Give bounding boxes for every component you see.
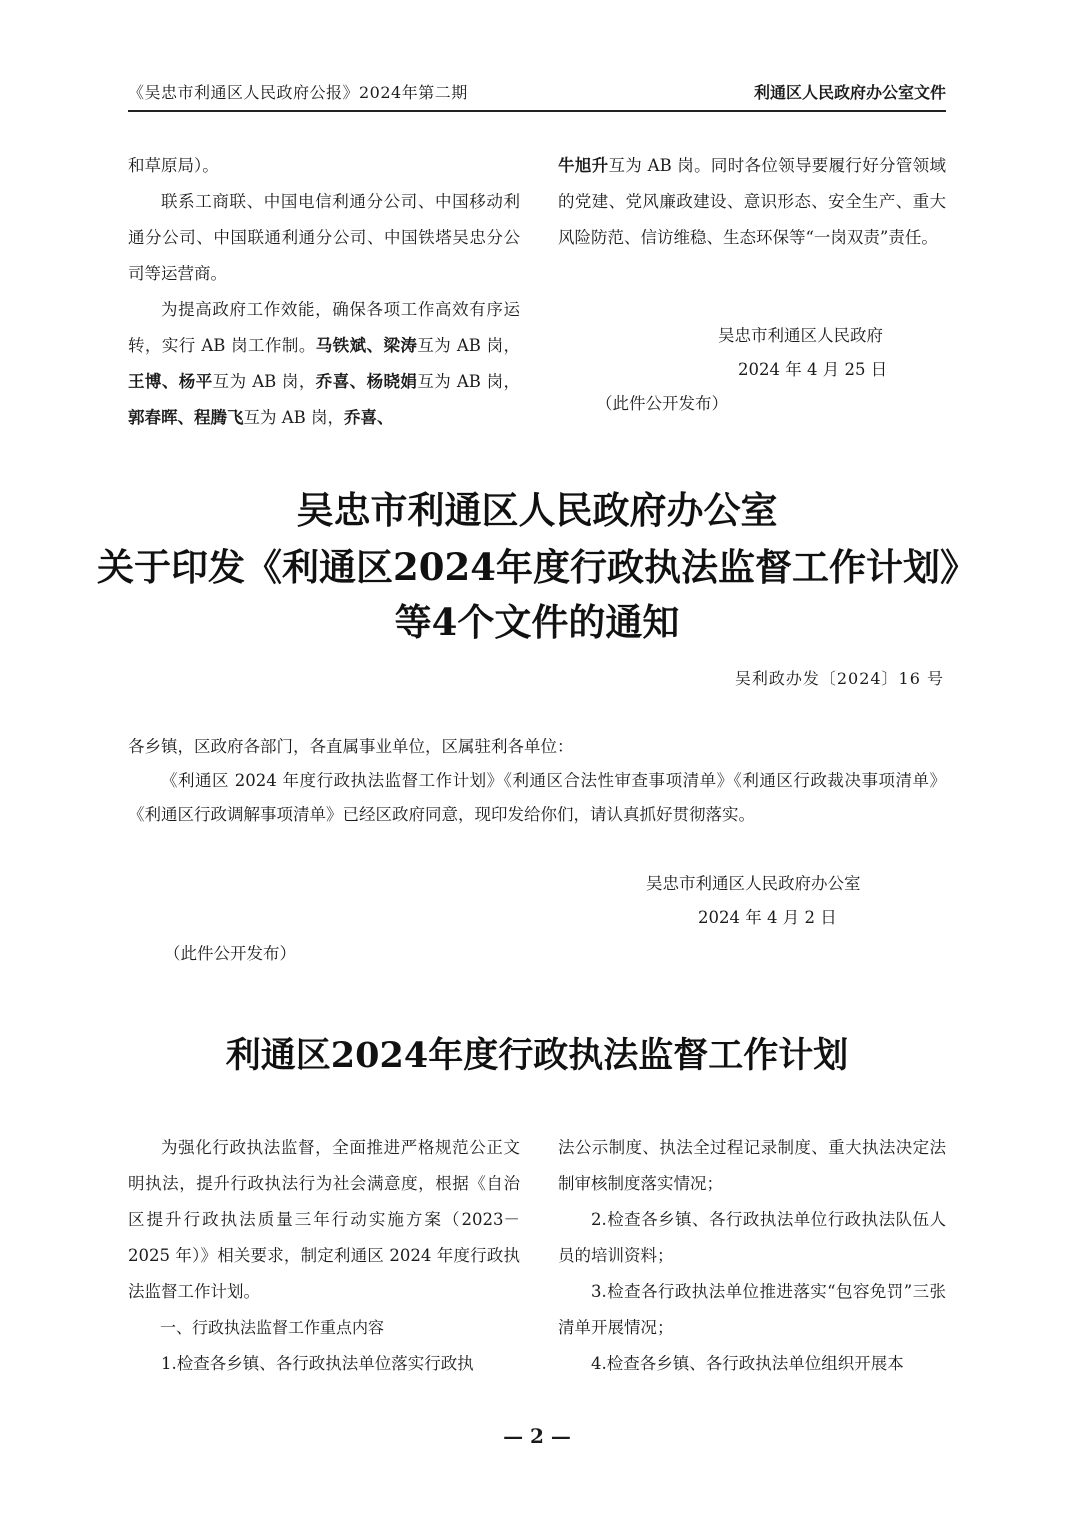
top-left-column <box>128 148 520 436</box>
notice-title-line-3: 等4个文件的通知 <box>394 600 680 644</box>
paragraph: 和草原局）。 <box>128 156 219 175</box>
text-span: 互为 AB 岗， <box>417 336 521 355</box>
notice-signer: 吴忠市利通区人民政府办公室 <box>646 874 861 893</box>
paragraph: 联系工商联、中国电信利通分公司、中国移动利通分公司、中国联通利通分公司、中国铁塔吴忠分公司等运营商。 <box>128 192 520 283</box>
notice-public-note: （此件公开发布） <box>164 944 296 963</box>
bottom-right-column <box>558 1130 946 1382</box>
ab-post-paragraph <box>128 292 520 436</box>
document-number: 吴利政办发〔2024〕16 号 <box>734 669 944 688</box>
text-span: 互为 AB 岗， <box>417 372 521 391</box>
list-item: 3.检查各行政执法单位推进落实“包容免罚”三张清单开展情况； <box>558 1282 946 1337</box>
person-name: 王博 <box>128 372 162 391</box>
person-name: 马铁斌 <box>315 336 367 355</box>
header-issuer: 利通区人民政府办公室文件 <box>753 83 946 102</box>
sign-date: 2024 年 4 月 25 日 <box>738 360 888 379</box>
person-name: 乔喜 <box>344 408 378 427</box>
header-publication-title: 《吴忠市利通区人民政府公报》2024年第二期 <box>128 83 468 102</box>
list-item: 2.检查各乡镇、各行政执法单位行政执法队伍人员的培训资料； <box>558 1210 946 1265</box>
addressee-text: 各乡镇，区政府各部门，各直属事业单位，区属驻利各单位： <box>128 737 574 756</box>
top-right-column <box>558 148 946 256</box>
signer: 吴忠市利通区人民政府 <box>718 326 883 345</box>
list-item-continuation: 法公示制度、执法全过程记录制度、重大执法决定法制审核制度落实情况； <box>558 1138 946 1193</box>
person-name: 郭春晖 <box>128 408 178 427</box>
bottom-left-column <box>128 1130 520 1382</box>
separator: 、 <box>349 372 367 391</box>
section-heading: 一、行政执法监督工作重点内容 <box>160 1318 385 1337</box>
person-name: 杨平 <box>178 372 213 391</box>
text-span: 互为 AB 岗， <box>212 372 316 391</box>
text-span: 为提高政府工作效能，确保各项工作高效有序运转，实行 AB 岗工作制。 <box>128 300 520 355</box>
separator: 、 <box>377 408 394 427</box>
person-name: 杨晓娟 <box>366 372 418 391</box>
plan-title: 利通区2024年度行政执法监督工作计划 <box>225 1035 849 1076</box>
separator: 、 <box>366 336 384 355</box>
notice-body-text: 《利通区 2024 年度行政执法监督工作计划》《利通区合法性审查事项清单》《利通区行政裁决事项清单》《利通区行政调解事项清单》已经区政府同意，现印发给你们，请认真抓好贯彻落实。 <box>128 771 946 824</box>
notice-body <box>128 764 946 832</box>
paragraph <box>558 148 946 256</box>
list-item: 1.检查各乡镇、各行政执法单位落实行政执 <box>161 1354 474 1373</box>
list-item: 4.检查各乡镇、各行政执法单位组织开展本 <box>591 1354 904 1373</box>
person-name: 乔喜 <box>315 372 350 391</box>
public-note: （此件公开发布） <box>596 394 728 413</box>
notice-title-line-2: 关于印发《利通区2024年度行政执法监督工作计划》 <box>97 545 977 589</box>
text-span: 互为 AB 岗。同时各位领导要履行好分管领域的党建、党风廉政建设、意识形态、安全生产、重大风险防范、信访维稳、生态环保等“一岗双责”责任。 <box>558 156 947 247</box>
person-name: 梁涛 <box>383 336 418 355</box>
plan-intro: 为强化行政执法监督，全面推进严格规范公正文明执法，提升行政执法行为社会满意度，根据《自治区提升行政执法质量三年行动实施方案（2023－2025 年）》相关要求，制定利通区 2024 年度行政执法监督工作计划。 <box>128 1138 520 1301</box>
addressee <box>128 730 946 764</box>
notice-date: 2024 年 4 月 2 日 <box>698 908 837 927</box>
person-name: 程腾飞 <box>194 408 244 427</box>
notice-title-line-1: 吴忠市利通区人民政府办公室 <box>296 488 778 532</box>
separator: 、 <box>177 408 194 427</box>
separator: 、 <box>161 372 179 391</box>
text-span: 互为 AB 岗， <box>243 408 345 427</box>
person-name: 牛旭升 <box>558 156 609 175</box>
header-divider <box>128 110 946 112</box>
page-number: — 2 — <box>503 1424 571 1448</box>
